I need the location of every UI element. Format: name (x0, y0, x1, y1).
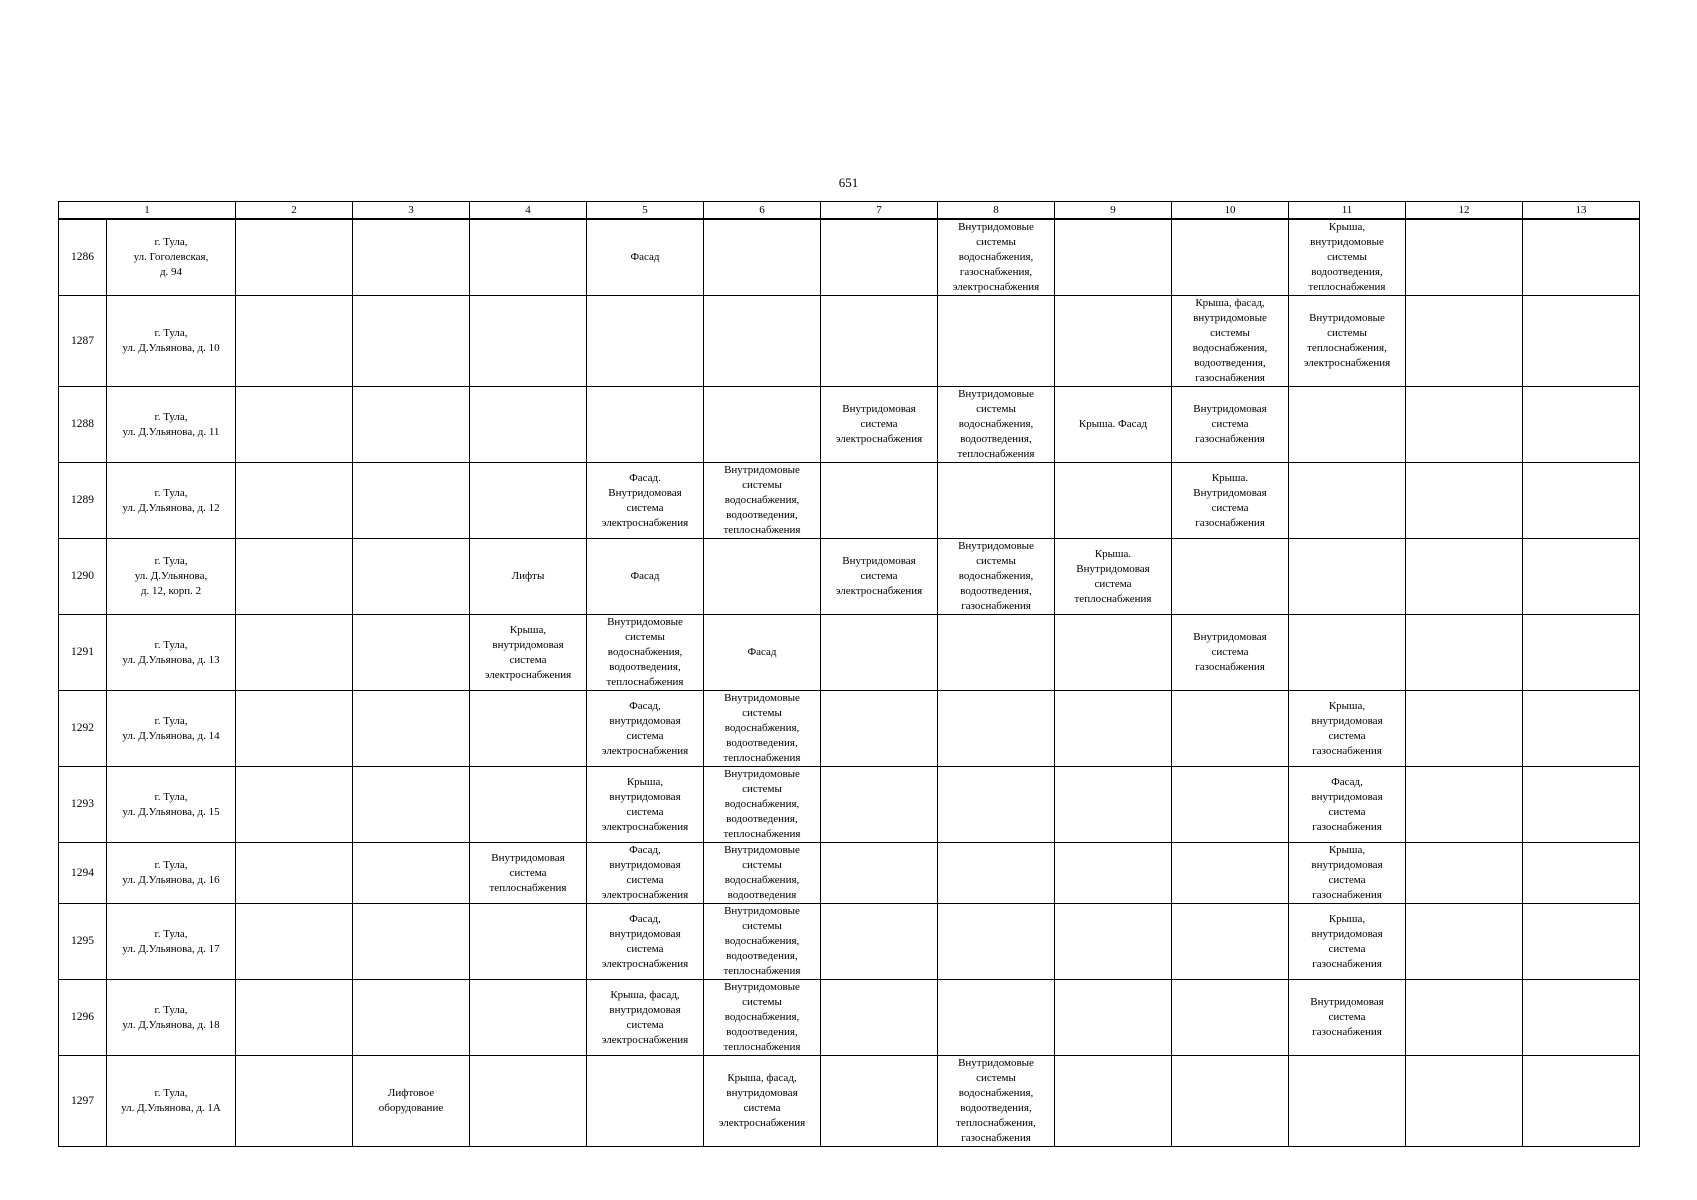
work-cell-col-6 (704, 980, 821, 1056)
work-cell-text: Внутридомовые системы водоснабжения, водоотведения, теплоснабжения (723, 768, 801, 840)
work-cell-text: Внутридомовая система газоснабжения (1193, 403, 1267, 445)
work-cell-col-4 (470, 767, 587, 843)
work-cell-text: Крыша. Внутридомовая система теплоснабжения (1074, 547, 1152, 605)
work-cell-col-12 (1406, 296, 1523, 387)
work-cell-col-3 (353, 1056, 470, 1147)
work-cell-col-3 (353, 296, 470, 387)
row-number: 1295 (59, 904, 107, 980)
work-cell-col-6 (704, 843, 821, 904)
work-cell-col-4 (470, 219, 587, 296)
work-cell-col-12 (1406, 539, 1523, 615)
column-header: 4 (470, 202, 587, 220)
work-cell-text: Крыша. Внутридомовая система газоснабжения (1193, 471, 1267, 529)
work-cell-col-8 (938, 387, 1055, 463)
work-cell-col-2 (236, 296, 353, 387)
work-cell-col-12 (1406, 904, 1523, 980)
work-cell-text: Внутридомовая система теплоснабжения (489, 851, 567, 894)
work-cell-col-9 (1055, 691, 1172, 767)
work-cell-col-6 (704, 296, 821, 387)
row-number: 1287 (59, 296, 107, 387)
work-cell-col-11 (1289, 767, 1406, 843)
work-cell-col-9 (1055, 387, 1172, 463)
address-text: г. Тула, ул. Д.Ульянова, д. 13 (122, 638, 220, 666)
work-cell-col-3 (353, 904, 470, 980)
work-cell-text: Крыша, внутридомовая система газоснабжения (1311, 699, 1383, 757)
table-row (59, 843, 1640, 904)
table-row (59, 904, 1640, 980)
work-cell-col-8 (938, 539, 1055, 615)
work-cell-text: Внутридомовые системы водоснабжения, газоснабжения, электроснабжения (952, 221, 1040, 293)
table-row (59, 463, 1640, 539)
row-number: 1292 (59, 691, 107, 767)
work-cell-col-9 (1055, 843, 1172, 904)
work-cell-col-12 (1406, 980, 1523, 1056)
work-cell-col-7 (821, 767, 938, 843)
column-header: 10 (1172, 202, 1289, 220)
address-cell (107, 767, 236, 843)
work-cell-col-9 (1055, 296, 1172, 387)
address-cell (107, 980, 236, 1056)
table-row (59, 539, 1640, 615)
work-cell-col-11 (1289, 463, 1406, 539)
work-cell-text: Фасад, внутридомовая система газоснабжения (1311, 775, 1383, 833)
address-text: г. Тула, ул. Д.Ульянова, д. 10 (122, 327, 220, 354)
work-cell-col-4 (470, 539, 587, 615)
column-header: 12 (1406, 202, 1523, 220)
work-cell-col-10 (1172, 539, 1289, 615)
work-cell-col-13 (1523, 615, 1640, 691)
work-cell-col-6 (704, 463, 821, 539)
work-cell-col-11 (1289, 1056, 1406, 1147)
work-cell-col-13 (1523, 387, 1640, 463)
work-cell-col-5 (587, 219, 704, 296)
work-cell-text: Крыша. Фасад (1078, 418, 1148, 430)
work-cell-col-7 (821, 539, 938, 615)
work-cell-col-13 (1523, 463, 1640, 539)
work-cell-col-5 (587, 387, 704, 463)
work-cell-col-10 (1172, 767, 1289, 843)
work-cell-text: Фасад, внутридомовая система электроснабжения (601, 912, 689, 970)
work-cell-col-13 (1523, 539, 1640, 615)
work-cell-text: Внутридомовые системы водоснабжения, водоотведения, теплоснабжения (723, 464, 801, 536)
work-cell-col-3 (353, 463, 470, 539)
address-text: г. Тула, ул. Д.Ульянова, д. 16 (122, 859, 220, 886)
work-cell-text: Внутридомовая система газоснабжения (1193, 631, 1267, 673)
work-cell-col-10 (1172, 1056, 1289, 1147)
work-cell-col-5 (587, 767, 704, 843)
work-cell-col-9 (1055, 615, 1172, 691)
work-cell-text: Лифты (511, 570, 545, 582)
work-cell-col-8 (938, 463, 1055, 539)
work-cell-col-12 (1406, 219, 1523, 296)
work-cell-text: Крыша, фасад, внутридомовая система электроснабжения (601, 988, 689, 1046)
work-cell-col-9 (1055, 539, 1172, 615)
work-cell-col-10 (1172, 904, 1289, 980)
work-cell-col-10 (1172, 219, 1289, 296)
work-cell-text: Внутридомовые системы теплоснабжения, электроснабжения (1303, 312, 1391, 369)
work-cell-col-5 (587, 980, 704, 1056)
work-cell-col-9 (1055, 767, 1172, 843)
work-cell-col-12 (1406, 767, 1523, 843)
work-cell-col-7 (821, 296, 938, 387)
work-cell-col-3 (353, 691, 470, 767)
work-cell-col-2 (236, 691, 353, 767)
column-header: 3 (353, 202, 470, 220)
work-cell-col-10 (1172, 296, 1289, 387)
address-cell (107, 1056, 236, 1147)
work-cell-col-5 (587, 1056, 704, 1147)
work-cell-col-6 (704, 1056, 821, 1147)
work-cell-col-10 (1172, 691, 1289, 767)
work-cell-col-6 (704, 691, 821, 767)
work-cell-col-8 (938, 691, 1055, 767)
work-cell-text: Внутридомовая система газоснабжения (1310, 996, 1384, 1038)
work-cell-col-12 (1406, 463, 1523, 539)
work-cell-col-4 (470, 904, 587, 980)
table-row (59, 219, 1640, 296)
work-cell-col-8 (938, 219, 1055, 296)
work-cell-col-9 (1055, 904, 1172, 980)
work-cell-text: Крыша, фасад, внутридомовая система электроснабжения (718, 1072, 806, 1129)
work-cell-text: Внутридомовые системы водоснабжения, водоотведения (724, 844, 800, 901)
work-cell-text: Фасад, внутридомовая система электроснабжения (601, 699, 689, 757)
table-row (59, 296, 1640, 387)
work-cell-col-8 (938, 296, 1055, 387)
work-cell-text: Крыша, внутридомовая система электроснабжения (484, 623, 572, 681)
work-cell-col-6 (704, 219, 821, 296)
work-cell-col-2 (236, 904, 353, 980)
work-cell-text: Крыша, фасад, внутридомовые системы водоснабжения, водоотведения, газоснабжения (1192, 297, 1268, 384)
work-cell-col-12 (1406, 1056, 1523, 1147)
work-cell-col-2 (236, 1056, 353, 1147)
work-cell-col-5 (587, 691, 704, 767)
work-cell-text: Внутридомовые системы водоснабжения, водоотведения, теплоснабжения (957, 388, 1035, 460)
row-number: 1288 (59, 387, 107, 463)
work-cell-col-3 (353, 767, 470, 843)
work-cell-col-11 (1289, 387, 1406, 463)
row-number: 1289 (59, 463, 107, 539)
table-row (59, 767, 1640, 843)
address-text: г. Тула, ул. Д.Ульянова, д. 12, корп. 2 (134, 555, 208, 597)
row-number: 1286 (59, 219, 107, 296)
work-cell-col-4 (470, 615, 587, 691)
work-cell-col-7 (821, 387, 938, 463)
work-cell-col-8 (938, 615, 1055, 691)
work-cell-text: Крыша, внутридомовая система электроснабжения (601, 775, 689, 833)
address-text: г. Тула, ул. Д.Ульянова, д. 1А (121, 1087, 221, 1114)
work-cell-text: Фасад, внутридомовая система электроснабжения (601, 844, 689, 901)
address-cell (107, 463, 236, 539)
work-cell-col-2 (236, 539, 353, 615)
data-table (58, 201, 1640, 1147)
work-cell-col-8 (938, 904, 1055, 980)
work-cell-col-13 (1523, 767, 1640, 843)
work-cell-col-7 (821, 980, 938, 1056)
work-cell-col-7 (821, 691, 938, 767)
work-cell-text: Фасад. Внутридомовая система электроснабжения (601, 471, 689, 529)
work-cell-col-3 (353, 539, 470, 615)
work-cell-col-4 (470, 691, 587, 767)
work-cell-col-11 (1289, 904, 1406, 980)
address-cell (107, 904, 236, 980)
work-cell-col-3 (353, 843, 470, 904)
table-row (59, 387, 1640, 463)
work-cell-col-4 (470, 387, 587, 463)
work-cell-col-11 (1289, 843, 1406, 904)
work-cell-col-3 (353, 980, 470, 1056)
work-cell-text: Крыша, внутридомовая система газоснабжения (1311, 912, 1383, 970)
work-cell-col-2 (236, 980, 353, 1056)
work-cell-col-6 (704, 387, 821, 463)
work-cell-text: Фасад (630, 570, 660, 582)
address-cell (107, 539, 236, 615)
work-cell-col-11 (1289, 219, 1406, 296)
work-cell-col-10 (1172, 980, 1289, 1056)
page-number: 651 (838, 175, 859, 190)
address-text: г. Тула, ул. Д.Ульянова, д. 17 (122, 927, 220, 955)
table-body (59, 202, 1640, 1147)
work-cell-text: Фасад (747, 646, 777, 658)
work-cell-text: Внутридомовая система электроснабжения (835, 403, 923, 445)
table-row (59, 980, 1640, 1056)
row-number: 1294 (59, 843, 107, 904)
work-cell-col-11 (1289, 296, 1406, 387)
work-cell-text: Внутридомовые системы водоснабжения, водоотведения, газоснабжения (958, 540, 1034, 612)
address-cell (107, 219, 236, 296)
work-cell-col-2 (236, 843, 353, 904)
row-number: 1293 (59, 767, 107, 843)
work-cell-col-2 (236, 463, 353, 539)
column-header: 5 (587, 202, 704, 220)
work-cell-col-9 (1055, 1056, 1172, 1147)
column-header: 8 (938, 202, 1055, 220)
work-cell-col-11 (1289, 980, 1406, 1056)
row-number: 1291 (59, 615, 107, 691)
table-row (59, 615, 1640, 691)
address-text: г. Тула, ул. Д.Ульянова, д. 15 (122, 790, 220, 818)
address-cell (107, 296, 236, 387)
column-header: 13 (1523, 202, 1640, 220)
address-cell (107, 387, 236, 463)
work-cell-text: Внутридомовые системы водоснабжения, водоотведения, теплоснабжения, газоснабжения (956, 1057, 1036, 1144)
work-cell-col-6 (704, 767, 821, 843)
work-cell-col-4 (470, 980, 587, 1056)
address-text: г. Тула, ул. Д.Ульянова, д. 18 (122, 1003, 220, 1031)
work-cell-col-6 (704, 539, 821, 615)
work-cell-col-13 (1523, 980, 1640, 1056)
header-row (59, 202, 1640, 220)
work-cell-col-3 (353, 387, 470, 463)
column-header: 6 (704, 202, 821, 220)
work-cell-col-13 (1523, 219, 1640, 296)
work-cell-col-11 (1289, 539, 1406, 615)
work-cell-text: Внутридомовые системы водоснабжения, водоотведения, теплоснабжения (723, 905, 801, 977)
work-cell-col-12 (1406, 843, 1523, 904)
work-cell-col-8 (938, 843, 1055, 904)
work-cell-col-13 (1523, 691, 1640, 767)
work-cell-col-9 (1055, 980, 1172, 1056)
work-cell-col-5 (587, 615, 704, 691)
work-cell-col-8 (938, 1056, 1055, 1147)
work-cell-col-7 (821, 219, 938, 296)
table-row (59, 1056, 1640, 1147)
work-cell-col-2 (236, 387, 353, 463)
address-text: г. Тула, ул. Д.Ульянова, д. 11 (122, 410, 220, 438)
work-cell-col-5 (587, 539, 704, 615)
work-cell-col-6 (704, 904, 821, 980)
address-text: г. Тула, ул. Д.Ульянова, д. 14 (122, 714, 220, 742)
work-cell-col-4 (470, 463, 587, 539)
work-cell-col-13 (1523, 904, 1640, 980)
work-cell-col-10 (1172, 843, 1289, 904)
address-cell (107, 843, 236, 904)
work-cell-text: Внутридомовая система электроснабжения (835, 555, 923, 597)
work-cell-col-6 (704, 615, 821, 691)
column-header: 1 (59, 202, 236, 220)
column-header: 7 (821, 202, 938, 220)
work-cell-text: Фасад (630, 251, 660, 263)
row-number: 1296 (59, 980, 107, 1056)
work-cell-col-4 (470, 1056, 587, 1147)
work-cell-text: Лифтовое оборудование (378, 1087, 444, 1114)
work-cell-text: Внутридомовые системы водоснабжения, водоотведения, теплоснабжения (723, 981, 801, 1053)
address-text: г. Тула, ул. Д.Ульянова, д. 12 (122, 486, 220, 514)
work-cell-text: Внутридомовые системы водоснабжения, водоотведения, теплоснабжения (606, 616, 684, 688)
work-cell-col-7 (821, 904, 938, 980)
work-cell-col-7 (821, 1056, 938, 1147)
work-cell-text: Внутридомовые системы водоснабжения, водоотведения, теплоснабжения (723, 692, 801, 764)
address-text: г. Тула, ул. Гоголевская, д. 94 (133, 236, 209, 278)
work-cell-col-2 (236, 219, 353, 296)
work-cell-col-7 (821, 843, 938, 904)
work-cell-col-7 (821, 463, 938, 539)
address-cell (107, 615, 236, 691)
work-cell-col-2 (236, 767, 353, 843)
work-cell-col-13 (1523, 843, 1640, 904)
work-cell-col-9 (1055, 463, 1172, 539)
work-cell-col-7 (821, 615, 938, 691)
column-header: 2 (236, 202, 353, 220)
column-header: 11 (1289, 202, 1406, 220)
work-cell-col-10 (1172, 615, 1289, 691)
work-cell-col-11 (1289, 691, 1406, 767)
work-cell-col-12 (1406, 387, 1523, 463)
work-cell-col-9 (1055, 219, 1172, 296)
row-number: 1290 (59, 539, 107, 615)
work-cell-col-4 (470, 843, 587, 904)
work-cell-col-5 (587, 843, 704, 904)
work-cell-col-4 (470, 296, 587, 387)
row-number: 1297 (59, 1056, 107, 1147)
work-cell-col-10 (1172, 463, 1289, 539)
work-cell-text: Крыша, внутридомовая система газоснабжения (1311, 844, 1383, 901)
work-cell-col-13 (1523, 1056, 1640, 1147)
work-cell-col-13 (1523, 296, 1640, 387)
work-cell-col-5 (587, 296, 704, 387)
work-cell-col-12 (1406, 615, 1523, 691)
work-cell-col-3 (353, 219, 470, 296)
work-cell-col-5 (587, 904, 704, 980)
work-cell-col-3 (353, 615, 470, 691)
work-cell-col-5 (587, 463, 704, 539)
work-cell-col-8 (938, 767, 1055, 843)
table-row (59, 691, 1640, 767)
work-cell-col-2 (236, 615, 353, 691)
work-cell-col-11 (1289, 615, 1406, 691)
work-cell-col-12 (1406, 691, 1523, 767)
work-cell-col-10 (1172, 387, 1289, 463)
column-header: 9 (1055, 202, 1172, 220)
work-cell-col-8 (938, 980, 1055, 1056)
work-cell-text: Крыша, внутридомовые системы водоотведения, теплоснабжения (1308, 221, 1386, 293)
address-cell (107, 691, 236, 767)
